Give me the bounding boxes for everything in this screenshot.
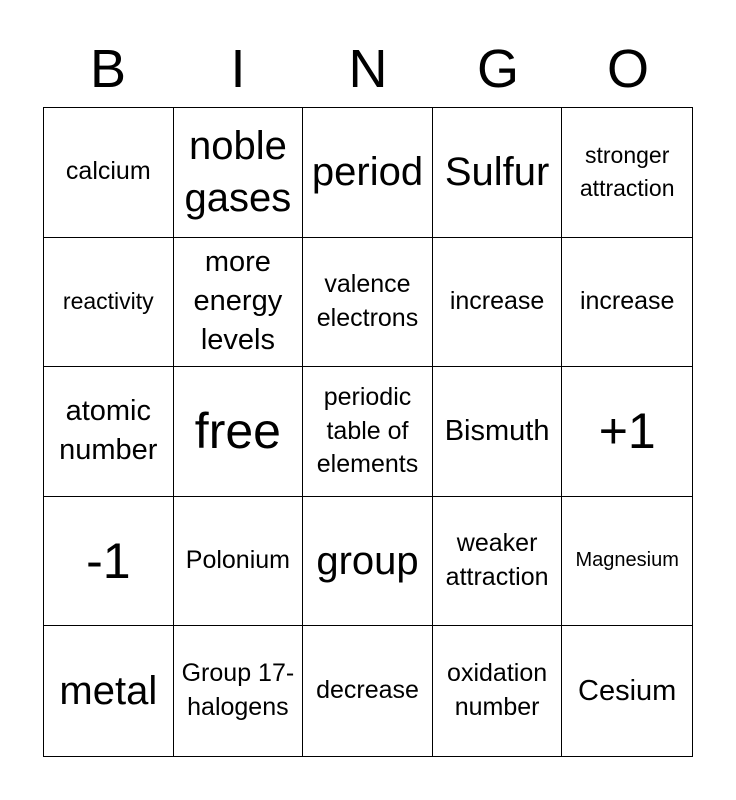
bingo-cell-r2c4[interactable]: increase xyxy=(433,238,563,368)
bingo-cell-r3c3[interactable]: periodic table of elements xyxy=(303,367,433,497)
bingo-cell-r1c1[interactable]: calcium xyxy=(44,108,174,238)
bingo-cell-r3c5[interactable]: +1 xyxy=(562,367,692,497)
bingo-cell-r5c5[interactable]: Cesium xyxy=(578,674,677,707)
bingo-cell-r2c1[interactable]: reactivity xyxy=(44,238,174,368)
bingo-cell-r4c3[interactable]: group xyxy=(303,497,433,627)
bingo-cell-r1c2[interactable]: noble gases xyxy=(174,108,304,238)
bingo-cell-r2c3[interactable]: valence electrons xyxy=(303,238,433,368)
bingo-cell-r4c1[interactable]: -1 xyxy=(44,497,174,627)
bingo-cell-r3c4[interactable]: Bismuth xyxy=(433,367,563,497)
header-letter-b: B xyxy=(89,39,127,99)
bingo-cell-r4c5[interactable]: Magnesium xyxy=(562,497,692,627)
bingo-cell-r3c1[interactable]: atomic number xyxy=(44,367,174,497)
bingo-cell-r5c3[interactable]: decrease xyxy=(303,626,433,756)
bingo-cell-r5c2[interactable]: Group 17- halogens xyxy=(174,626,304,756)
bingo-cell-r2c5[interactable]: increase xyxy=(562,238,692,368)
bingo-cell-r4c2[interactable]: Polonium xyxy=(174,497,304,627)
bingo-cell-r5c1[interactable]: metal xyxy=(44,626,174,756)
bingo-cell-r3c2[interactable]: free xyxy=(174,367,304,497)
bingo-cell-r5c4[interactable]: oxidation number xyxy=(433,626,563,756)
bingo-cell-r1c4[interactable]: Sulfur xyxy=(433,108,563,238)
bingo-cell-r4c4[interactable]: weaker attraction xyxy=(433,497,563,627)
header-letter-n: N xyxy=(348,39,388,99)
bingo-board xyxy=(43,107,693,757)
bingo-cell-r1c3[interactable]: period xyxy=(303,108,433,238)
bingo-cell-r2c2[interactable]: more energy levels xyxy=(174,238,304,368)
header-letter-i: I xyxy=(230,39,246,99)
bingo-cell-r1c5[interactable]: stronger attraction xyxy=(562,108,692,238)
header-letter-o: O xyxy=(606,39,649,99)
bingo-header xyxy=(43,0,693,108)
header-letter-g: G xyxy=(476,39,519,99)
